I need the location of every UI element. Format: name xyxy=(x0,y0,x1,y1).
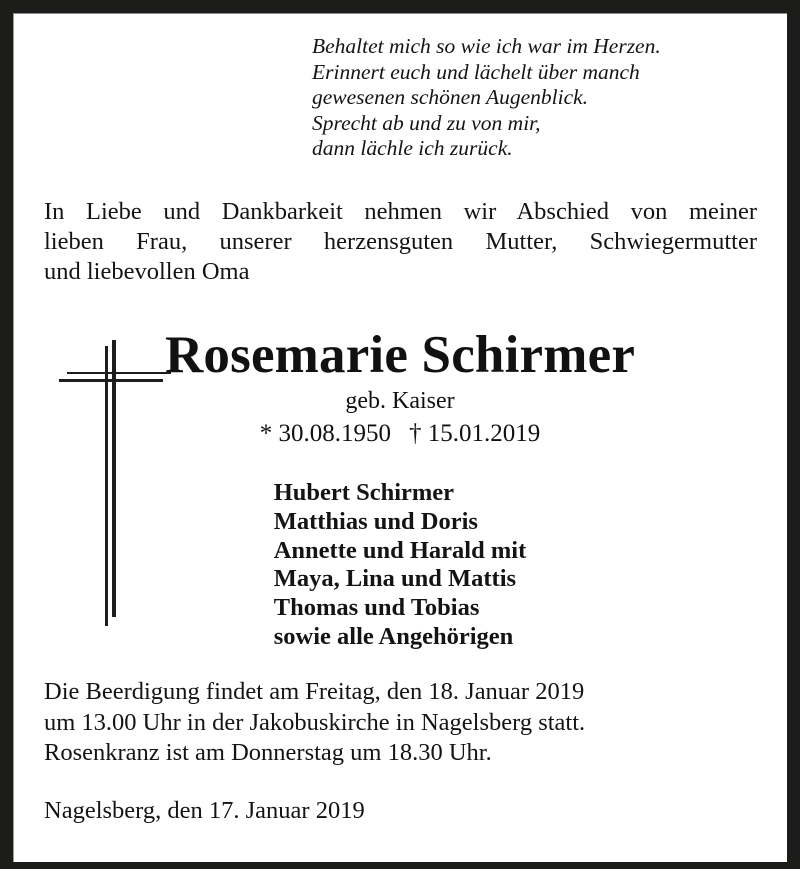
death-date: 15.01.2019 xyxy=(427,420,541,447)
intro-line: lieben Frau, unserer herzensguten Mutter, Schwiegermutter xyxy=(44,228,757,255)
poem-line: Sprecht ab und zu von mir, xyxy=(312,110,541,135)
mourner-line: Maya, Lina und Mattis xyxy=(273,565,517,593)
death-symbol: † xyxy=(409,420,422,447)
intro-line: In Liebe und Dankbarkeit nehmen wir Abschied von meiner xyxy=(44,198,757,225)
deceased-name-block xyxy=(26,326,774,450)
mourners-list xyxy=(274,479,527,652)
mourner-line: Hubert Schirmer xyxy=(273,479,455,506)
mourner-line: sowie alle Angehörigen xyxy=(273,622,514,650)
memorial-poem xyxy=(312,34,661,162)
intro-line: und liebevollen Oma xyxy=(44,258,250,285)
birth-symbol: * xyxy=(259,420,273,447)
mourner-line: Thomas und Tobias xyxy=(273,594,480,622)
poem-line: Erinnert euch und lächelt über manch xyxy=(312,59,640,84)
poem-line: gewesenen schönen Augenblick. xyxy=(312,85,589,110)
poem-line: dann lächle ich zurück. xyxy=(312,136,513,161)
maiden-name: geb. Kaiser xyxy=(345,388,455,414)
mourner-line: Matthias und Doris xyxy=(273,507,478,535)
service-line: Die Beerdigung findet am Freitag, den 18. Januar 2019 xyxy=(44,678,585,705)
intro-paragraph xyxy=(44,197,757,287)
service-line: um 13.00 Uhr in der Jakobuskirche in Nagelsberg statt. xyxy=(44,708,586,736)
poem-line: Behaltet mich so wie ich war im Herzen. xyxy=(312,34,661,58)
life-dates xyxy=(26,418,774,450)
service-line: Rosenkranz ist am Donnerstag um 18.30 Uhr. xyxy=(44,739,492,766)
mourner-line: Annette und Harald mit xyxy=(273,536,527,564)
place-and-date: Nagelsberg, den 17. Januar 2019 xyxy=(44,797,365,824)
deceased-name: Rosemarie Schirmer xyxy=(164,326,636,384)
service-details xyxy=(44,677,585,769)
mourners-block xyxy=(26,479,774,652)
birth-date: 30.08.1950 xyxy=(278,420,391,447)
notice-card xyxy=(13,13,787,862)
